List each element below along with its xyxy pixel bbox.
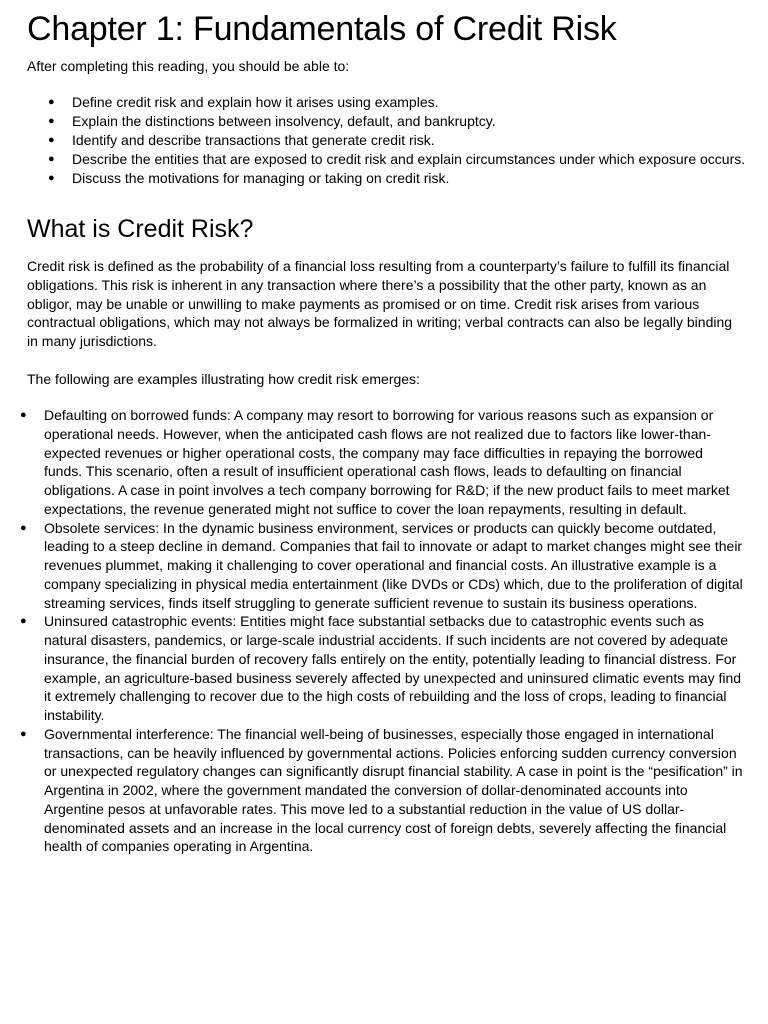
example-text: Governmental interference: The financial well-being of businesses, especially those engaged in international transactions, can be heavily influenced by governmental actions. Policies enforcing sudden currency conversion or unexpected regulatory changes can significantly disrupt financial stability. A case in point is the “pesification” in Argentina in 2002, where the government mandated the conversion of dollar-denominated accounts into Argentine pesos at unfavorable rates. This move led to a substantial reduction in the value of US dollar-denominated assets and an increase in the local currency cost of foreign debts, severely affecting the financial health of companies operating in Argentina.	[44, 725, 743, 855]
bullet-icon: ●	[20, 409, 27, 421]
bullet-icon: ●	[20, 521, 27, 534]
bullet-icon: ●	[20, 615, 27, 628]
example-text: Obsolete services: In the dynamic business environment, services or products can quickly become outdated, leading to a steep decline in demand. Companies that fail to innovate or adapt to market changes might see their revenues plummet, making it challenging to cover operational and financial costs. An illustrative example is a company specializing in physical media entertainment (like DVDs or CDs) which, due to the proliferation of digital streaming services, finds itself struggling to generate sufficient revenue to sustain its business operations.	[44, 519, 743, 611]
bullet-icon: ●	[48, 96, 55, 108]
objective-item	[0, 150, 768, 169]
section-heading: What is Credit Risk?	[27, 215, 254, 243]
bullet-icon: ●	[48, 134, 55, 146]
examples-list	[0, 406, 768, 856]
definition-paragraph: Credit risk is defined as the probability of a financial loss resulting from a counterparty’s failure to fulfill its financial obligations. This risk is inherent in any transaction where there’s a possibility that the other party, known as an obligor, may be unable or unwilling to make payments as promised or on time. Credit risk arises from various contractual obligations, which may not always be formalized in writing; verbal contracts can also be legally binding in many jurisdictions.	[27, 258, 733, 350]
example-text: Uninsured catastrophic events: Entities might face substantial setbacks due to catastrophic events such as natural disasters, pandemics, or large-scale industrial accidents. If such incidents are not covered by adequate insurance, the financial burden of recovery falls entirely on the entity, potentially leading to financial distress. For example, an agriculture-based business severely affected by unexpected and uninsured climatic events may find it extremely challenging to recover due to the high costs of rebuilding and the loss of crops, leading to financial instability.	[44, 613, 742, 723]
objectives-intro: After completing this reading, you should be able to:	[27, 58, 350, 74]
objective-text: Identify and describe transactions that generate credit risk.	[72, 132, 435, 148]
bullet-icon: ●	[20, 727, 27, 740]
examples-intro-paragraph: The following are examples illustrating how credit risk emerges:	[27, 371, 420, 387]
objective-item	[0, 93, 768, 112]
objective-item	[0, 169, 768, 188]
learning-objectives-list	[0, 93, 768, 188]
example-item	[0, 406, 744, 519]
chapter-title: Chapter 1: Fundamentals of Credit Risk	[27, 10, 617, 48]
example-item	[0, 612, 744, 725]
objective-text: Describe the entities that are exposed to credit risk and explain circumstances under which exposure occurs.	[72, 151, 746, 167]
objective-text: Explain the distinctions between insolvency, default, and bankruptcy.	[72, 113, 496, 129]
example-item	[0, 725, 744, 856]
example-item	[0, 519, 744, 613]
objective-item	[0, 112, 768, 131]
objective-text: Define credit risk and explain how it arises using examples.	[72, 94, 439, 110]
example-text: Defaulting on borrowed funds: A company may resort to borrowing for various reasons such as expansion or operational needs. However, when the anticipated cash flows are not realized due to factors like lower-than-expected revenues or higher operational costs, the company may face difficulties in repaying the borrowed funds. This scenario, often a result of insufficient operational cash flows, leads to defaulting on financial obligations. A case in point involves a tech company borrowing for R&D; if the new product fails to meet market expectations, the revenue generated might not suffice to cover the loan repayments, resulting in default.	[44, 407, 730, 517]
objective-item	[0, 131, 768, 150]
objective-text: Discuss the motivations for managing or taking on credit risk.	[72, 170, 450, 186]
bullet-icon: ●	[48, 172, 55, 184]
bullet-icon: ●	[48, 115, 55, 127]
bullet-icon: ●	[48, 153, 55, 165]
